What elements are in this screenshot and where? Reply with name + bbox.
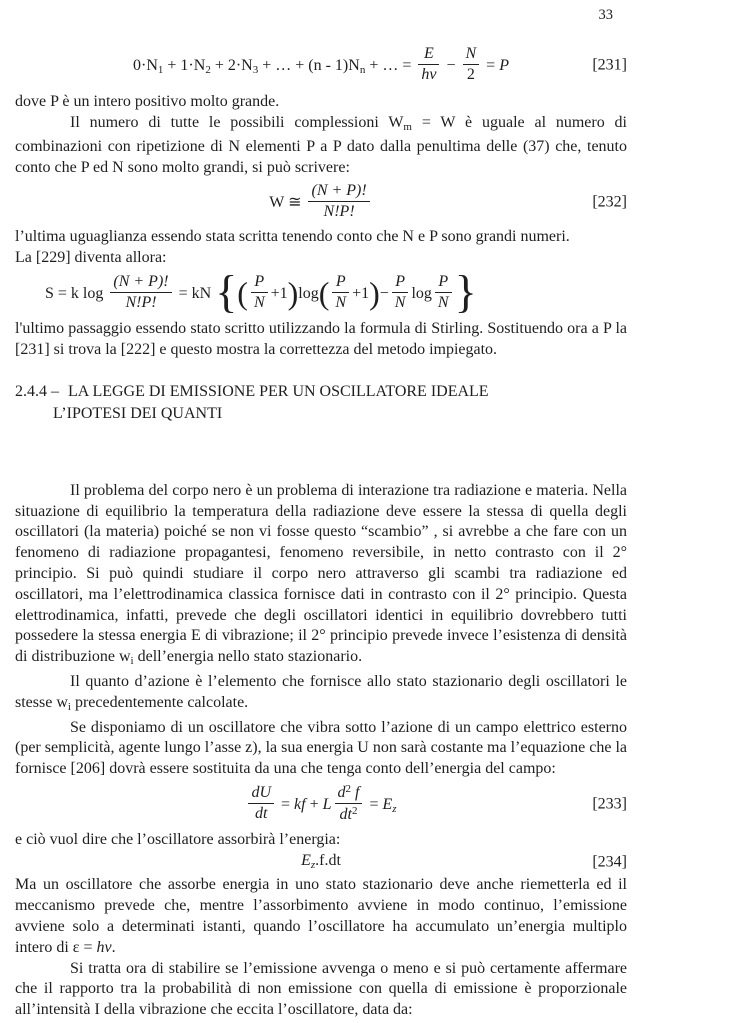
equals-sign: = — [281, 796, 291, 814]
close-paren: ) — [369, 274, 380, 311]
equation-233 — [15, 780, 627, 830]
fraction-denominator: N!P! — [308, 201, 369, 221]
fraction-numerator: (N + P)! — [113, 273, 169, 291]
plus-sign: + — [309, 796, 319, 814]
fraction-denominator: hν — [418, 64, 439, 84]
minus-sign: − — [379, 285, 389, 303]
paragraph-corpo-nero — [15, 481, 627, 672]
fraction-P-N — [251, 273, 268, 312]
equation-234 — [15, 851, 627, 876]
equation-label-231: [231] — [592, 56, 627, 74]
math-term: f — [351, 783, 360, 801]
body-text: Il problema del corpo nero è un problema di interazione tra radiazione e materia. Nella situazione di equilibrio la temperatura della radiazione deve essere la stessa di quella degli oscillatori (la materia) poiché se non vi fosse questo “scambio” , si avrebbe a che fare con un fenomeno di radiazione propagantesi, fenomeno reversibile, in netto contrasto con il 2° principio. Si può quindi studiare il corpo nero attraverso gli scambi tra radiazione ed oscillatori, ma l’elettrodinamica classica fornisce dati in contrasto con il 2° principio. Questa elettrodinamica, infatti, prevede che degli oscillatori identici in equilibrio dovrebbero tutti possedere la stessa energia E di vibrazione; il 2° principio prevede invece l’esistenza di densità di distribuzione w — [15, 481, 627, 666]
section-heading — [15, 381, 627, 425]
open-brace: { — [215, 265, 238, 317]
equation-231 — [15, 40, 627, 92]
equation-label-232: [232] — [592, 193, 627, 211]
fraction-numerator: N — [465, 45, 477, 62]
math-term: E — [301, 851, 311, 869]
subscript: 3 — [252, 64, 259, 77]
math-term: = kN — [178, 285, 212, 303]
text-block — [15, 0, 627, 1021]
line-cio-vuol-dire: e ciò vuol dire che l’oscillatore assorbirà l’energia: — [15, 830, 341, 848]
equation-label-234: [234] — [592, 853, 627, 871]
section-heading-line1 — [15, 381, 627, 403]
math-term: + 2·N — [210, 57, 253, 75]
close-brace: } — [454, 265, 477, 317]
paragraph-se-disponiamo: Se disponiamo di un oscillatore che vibra sotto l’azione di un campo elettrico esterno (per semplicità, agente lungo l’asse z), la sua energia U non sarà costante ma l’equazione che la fornisce [206] dovrà essere sostituita da una che tenga conto dell’energia del campo: — [15, 718, 627, 778]
fraction-denominator: dt — [248, 803, 274, 823]
page-number: 33 — [598, 7, 613, 23]
math-term: kf — [294, 796, 306, 814]
math-term: + … + (n - 1)N — [258, 57, 360, 75]
subscript: 2 — [205, 64, 211, 77]
subscript: z — [392, 803, 397, 816]
fraction-NP-factorial — [110, 273, 171, 312]
math-term: dt — [339, 805, 352, 823]
fraction-denominator: N — [251, 292, 268, 312]
equation-body — [269, 182, 372, 220]
fraction-denominator: N!P! — [110, 292, 171, 312]
math-term: d — [337, 783, 346, 801]
paragraph-complessioni — [15, 113, 627, 179]
math-term: = — [486, 57, 496, 75]
math-term: +1 — [352, 285, 370, 303]
fraction-numerator: P — [438, 273, 449, 291]
math-term: 0·N — [133, 57, 158, 75]
minus-sign: − — [446, 57, 456, 75]
fraction-numerator: (N + P)! — [311, 182, 367, 199]
body-text: precedentemente calcolate. — [70, 693, 249, 711]
body-text: Il numero di tutte le possibili complessioni W — [70, 113, 404, 131]
fraction-numerator: P — [335, 273, 346, 291]
equation-body — [133, 45, 509, 83]
fraction-numerator — [335, 783, 363, 803]
math-term: +1 — [270, 285, 288, 303]
fraction-denominator: 2 — [463, 64, 480, 84]
math-operator: log — [411, 285, 432, 303]
fraction-denominator — [335, 803, 363, 824]
body-text: Il quanto d’azione è l’elemento che fornisce allo stato stazionario degli oscillatori le stesse w — [15, 672, 627, 711]
body-text: Ma un oscillatore che assorbe energia in uno stato stazionario deve anche riemetterla ed il meccanismo prevede che, mentre l’assorbimento avviene in modo continuo, l’emissione avviene solo a determinati istanti, quando l’oscillatore ha accumulato un’energia multiplo intero di ε = — [15, 876, 627, 956]
section-heading-line2 — [15, 403, 627, 425]
equals-sign: = — [369, 796, 379, 814]
fraction-d2f-dt2 — [335, 783, 363, 824]
fraction-numerator: P — [395, 273, 406, 291]
section-title: LA LEGGE DI EMISSIONE PER UN OSCILLATORE IDEALE — [68, 382, 489, 400]
fraction-NP-factorial — [308, 182, 369, 221]
fraction-N-2 — [463, 45, 480, 84]
fraction-denominator: N — [332, 292, 349, 312]
body-text: = W è uguale al numero di combinazioni con ripetizione di N elementi P a P dato dalla penultima delle (37) che, tenuto conto che P ed N sono molto grandi, si può scrivere: — [15, 113, 627, 177]
equation-label-233: [233] — [592, 795, 627, 813]
fraction-P-N — [435, 273, 452, 312]
math-term: + 1·N — [163, 57, 206, 75]
equation-body — [301, 852, 341, 869]
equation-body — [45, 265, 477, 317]
fraction-numerator: P — [254, 273, 265, 291]
fraction-dU-dt — [248, 784, 274, 823]
subscript: m — [403, 120, 412, 133]
fraction-numerator: E — [424, 45, 434, 62]
paragraph-quanto-azione — [15, 672, 627, 718]
subscript: n — [359, 64, 366, 77]
subscript: z — [310, 858, 316, 871]
subscript: i — [67, 700, 71, 713]
section-number: 2.4.4 – — [15, 382, 59, 400]
vertical-spacer — [15, 425, 627, 481]
math-term: P — [499, 57, 509, 75]
fraction-P-N — [332, 273, 349, 312]
math-term: .f.dt — [315, 851, 341, 869]
math-term: L — [322, 796, 332, 814]
superscript: 2 — [345, 782, 352, 795]
math-term: E — [382, 796, 393, 814]
fraction-P-N — [392, 273, 409, 312]
equation-entropy — [15, 265, 627, 319]
math-term: hν — [96, 938, 112, 956]
paragraph-si-tratta: Si tratta ora di stabilire se l’emissione avvenga o meno e si può certamente affermare che il rapporto tra la probabilità di non emissione con quella di emissione è proporzionale all’intensità I della vibrazione che eccita l’oscillatore, data da: — [15, 959, 627, 1019]
subscript: i — [130, 655, 134, 668]
superscript: 2 — [351, 804, 358, 817]
subscript: 1 — [157, 64, 164, 77]
line-la229: La [229] diventa allora: — [15, 248, 167, 266]
paragraph-stirling: l'ultimo passaggio essendo stato scritto utilizzando la formula di Stirling. Sostituendo ora a P la [231] si trova la [222] e questo mostra la correttezza del metodo impiegato. — [15, 320, 627, 359]
equation-232 — [15, 179, 627, 227]
paragraph-ma-oscillatore — [15, 875, 627, 958]
math-term: S = k log — [45, 285, 104, 303]
body-text: . — [111, 938, 116, 956]
fraction-E-hnu — [418, 45, 439, 84]
math-operator: log — [298, 285, 319, 303]
open-paren: ( — [318, 274, 330, 311]
section-subtitle: L’IPOTESI DEI QUANTI — [53, 404, 223, 422]
close-paren: ) — [287, 274, 299, 311]
body-text: dell’energia nello stato stazionario. — [133, 648, 363, 666]
fraction-denominator: N — [392, 292, 409, 312]
fraction-numerator: dU — [251, 783, 271, 801]
equation-body — [245, 782, 397, 823]
open-paren: ( — [237, 274, 248, 311]
line-ultima-uguaglianza: l’ultima uguaglianza essendo stata scritta tenendo conto che N e P sono grandi numeri. — [15, 227, 570, 245]
fraction-denominator: N — [435, 292, 452, 312]
math-term: + … = — [365, 57, 412, 75]
math-term: W ≅ — [269, 194, 302, 212]
line-dove: dove P è un intero positivo molto grande. — [15, 92, 280, 110]
